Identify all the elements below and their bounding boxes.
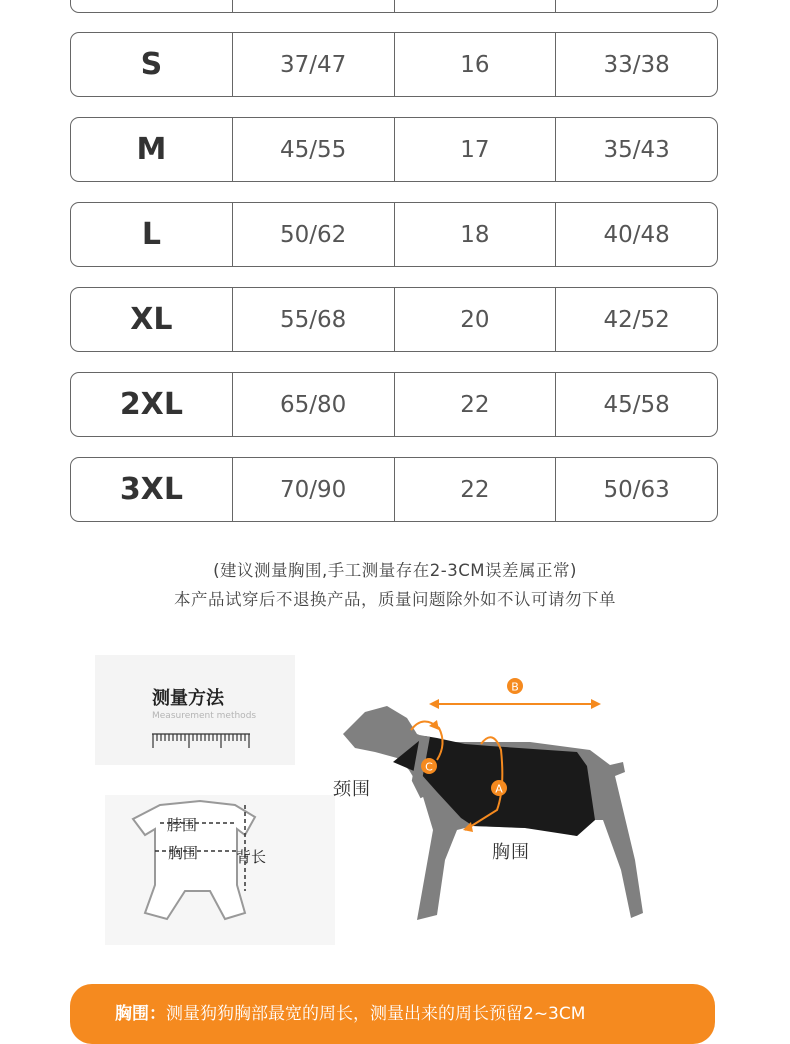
table-cell: 16 bbox=[394, 33, 556, 96]
garment-label-chest: 胸围 bbox=[168, 844, 199, 862]
table-cell: 45/55 bbox=[232, 118, 394, 181]
svg-text:C: C bbox=[425, 760, 433, 774]
method-subtitle: Measurement methods bbox=[152, 711, 257, 721]
size-row-3xl bbox=[70, 457, 718, 522]
table-cell: 45/58 bbox=[555, 373, 717, 436]
garment-label-neck: 脖围 bbox=[167, 816, 198, 834]
table-cell: 33/38 bbox=[555, 33, 717, 96]
size-label: XL bbox=[130, 302, 173, 337]
table-cell: 70/90 bbox=[232, 458, 394, 521]
return-policy-note: 本产品试穿后不退换产品，质量问题除外如不认可请勿下单 bbox=[174, 590, 616, 609]
measurement-note: (建议测量胸围,手工测量存在2-3CM误差属正常) bbox=[213, 561, 577, 580]
ruler-icon bbox=[152, 730, 252, 752]
table-cell: 65/80 bbox=[232, 373, 394, 436]
table-cell bbox=[232, 0, 394, 12]
table-cell bbox=[555, 0, 717, 12]
dog-diagram bbox=[325, 670, 665, 935]
table-cell: 50/62 bbox=[232, 203, 394, 266]
table-cell: 50/63 bbox=[555, 458, 717, 521]
svg-text:B: B bbox=[511, 680, 519, 694]
dog-label-chest: 胸围 bbox=[492, 842, 530, 863]
table-cell bbox=[71, 0, 232, 12]
table-cell: 22 bbox=[394, 373, 556, 436]
table-cell: 17 bbox=[394, 118, 556, 181]
garment-label-back: 背长 bbox=[236, 848, 267, 866]
table-cell: 18 bbox=[394, 203, 556, 266]
size-row-xl bbox=[70, 287, 718, 352]
size-label: 3XL bbox=[119, 472, 183, 507]
table-cell: 55/68 bbox=[232, 288, 394, 351]
chest-measurement-banner bbox=[70, 984, 715, 1044]
size-label: S bbox=[140, 47, 163, 82]
size-row-s bbox=[70, 32, 718, 97]
table-cell: 35/43 bbox=[555, 118, 717, 181]
size-label: M bbox=[136, 132, 167, 167]
svg-text:A: A bbox=[495, 782, 503, 796]
table-cell: 42/52 bbox=[555, 288, 717, 351]
banner-label: 胸围： bbox=[115, 1004, 166, 1024]
banner-text: 测量狗狗胸部最宽的周长，测量出来的周长预留2~3CM bbox=[166, 1004, 586, 1024]
size-row-2xl bbox=[70, 372, 718, 437]
table-cell: 37/47 bbox=[232, 33, 394, 96]
table-cell: 22 bbox=[394, 458, 556, 521]
garment-diagram bbox=[105, 795, 335, 945]
table-cell: 20 bbox=[394, 288, 556, 351]
size-row-m bbox=[70, 117, 718, 182]
table-cell bbox=[394, 0, 556, 12]
method-title: 测量方法 bbox=[152, 688, 224, 709]
size-label: L bbox=[141, 217, 161, 252]
dog-label-neck: 颈围 bbox=[333, 779, 371, 800]
table-cell: 40/48 bbox=[555, 203, 717, 266]
size-label: 2XL bbox=[119, 387, 183, 422]
size-row-l bbox=[70, 202, 718, 267]
size-table-row-partial bbox=[70, 0, 718, 13]
